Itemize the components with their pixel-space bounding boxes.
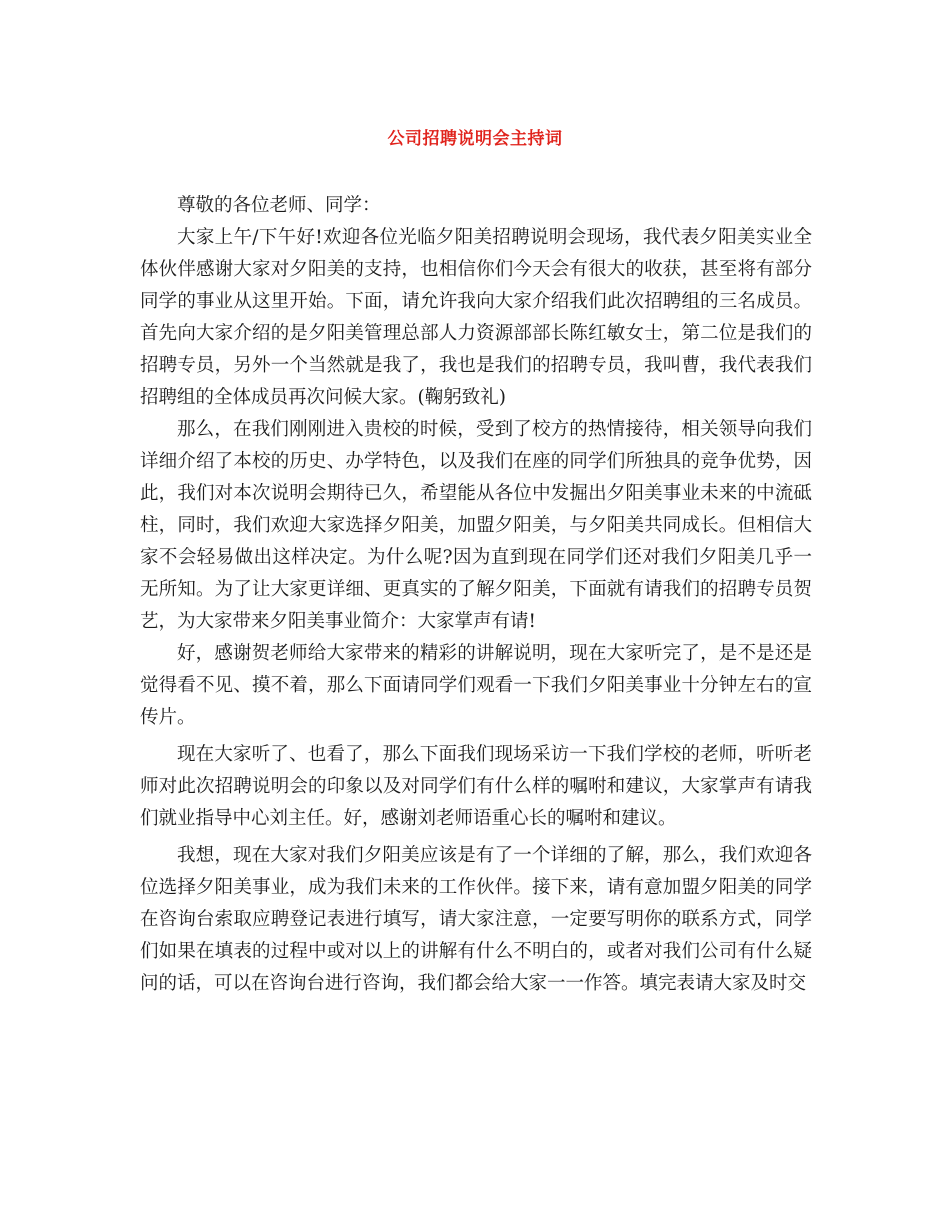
document-title: 公司招聘说明会主持词 [387,129,563,149]
paragraph-introduction: 那么，在我们刚刚进入贵校的时候，受到了校方的热情接待，相关领导向我们详细介绍了本校的历史、办学特色，以及我们在座的同学们所独具的竞争优势，因此，我们对本次说明会期待已久，希望能从各位中发掘出夕阳美事业未来的中流砥柱，同时，我们欢迎大家选择夕阳美，加盟夕阳美，与夕阳美共同成长。但相信大家不会轻易做出这样决定。为什么呢?因为直到现在同学们还对我们夕阳美几乎一无所知。为了让大家更详细、更真实的了解夕阳美，下面就有请我们的招聘专员贺艺，为大家带来夕阳美事业简介：大家掌声有请! [140,419,812,632]
paragraph-registration: 我想，现在大家对我们夕阳美应该是有了一个详细的了解，那么，我们欢迎各位选择夕阳美事业，成为我们未来的工作伙伴。接下来，请有意加盟夕阳美的同学在咨询台索取应聘登记表进行填写，请大家注意，一定要写明你的联系方式，同学们如果在填表的过程中或对以上的讲解有什么不明白的，或者对我们公司有什么疑问的话，可以在咨询台进行咨询，我们都会给大家一一作答。填完表请大家及时交 [140,845,812,994]
paragraph-teacher-interview: 现在大家听了、也看了，那么下面我们现场采访一下我们学校的老师，听听老师对此次招聘说明会的印象以及对同学们有什么样的嘱咐和建议，大家掌声有请我们就业指导中心刘主任。好，感谢刘老师语重心长的嘱咐和建议。 [140,744,812,829]
paragraph-video: 好，感谢贺老师给大家带来的精彩的讲解说明，现在大家听完了，是不是还是觉得看不见、摸不着，那么下面请同学们观看一下我们夕阳美事业十分钟左右的宣传片。 [140,643,812,728]
document-body [140,190,812,1000]
paragraph-greeting: 尊敬的各位老师、同学： [177,195,381,216]
paragraph-welcome: 大家上午/下午好!欢迎各位光临夕阳美招聘说明会现场，我代表夕阳美实业全体伙伴感谢大家对夕阳美的支持，也相信你们今天会有很大的收获，甚至将有部分同学的事业从这里开始。下面，请允许我向大家介绍我们此次招聘组的三名成员。首先向大家介绍的是夕阳美管理总部人力资源部部长陈红敏女士，第二位是我们的招聘专员，另外一个当然就是我了，我也是我们的招聘专员，我叫曹，我代表我们招聘组的全体成员再次问候大家。(鞠躬致礼) [140,227,812,408]
